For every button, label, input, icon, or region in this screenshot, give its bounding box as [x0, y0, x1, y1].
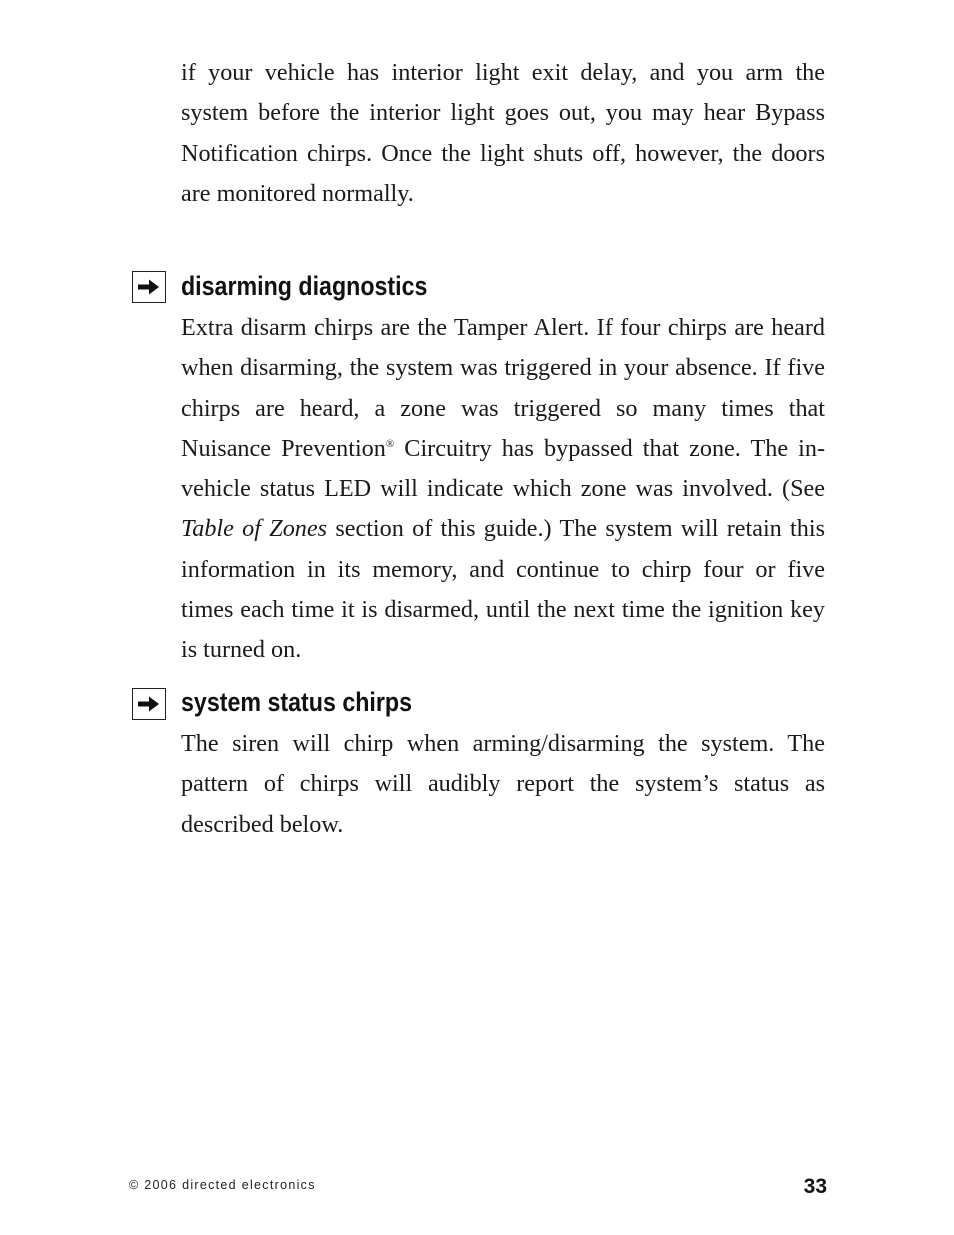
table-of-zones-reference: Table of Zones: [181, 515, 328, 543]
disarming-diagnostics-paragraph: [181, 308, 825, 671]
body-text: section of this guide.) The system will retain this information in its memory, and continue to chirp four or five times each time it is disarmed, until the next time the ignition key is turned on.: [181, 515, 825, 664]
registered-mark: ®: [385, 437, 395, 450]
intro-paragraph: if your vehicle has interior light exit delay, and you arm the system before the interior light goes out, you may hear Bypass Notification chirps. Once the light shuts off, however, the doors are monitored normally.: [181, 59, 825, 207]
section-arrow-box: [132, 688, 166, 720]
body-text: Extra disarm chirps are the Tamper Alert. If four chirps are heard when disarming, the system was triggered in your absence. If five chirps are heard, a zone was triggered so many times that Nuisance Prevention: [181, 314, 825, 462]
section-heading-system-status-chirps: system status chirps: [181, 687, 413, 717]
page-number: 33: [803, 1175, 827, 1198]
system-status-chirps-paragraph: The siren will chirp when arming/disarming the system. The pattern of chirps will audibly report the system’s status as described below.: [181, 730, 825, 838]
section-arrow-box: [132, 271, 166, 303]
arrow-right-icon: [137, 278, 161, 296]
body-text: Circuitry has bypassed that zone. The in-vehicle status LED will indicate which zone was involved. (See: [181, 434, 826, 503]
section-heading-disarming-diagnostics: disarming diagnostics: [181, 271, 428, 301]
arrow-right-icon: [137, 695, 161, 713]
footer-copyright: © 2006 directed electronics: [129, 1178, 316, 1192]
